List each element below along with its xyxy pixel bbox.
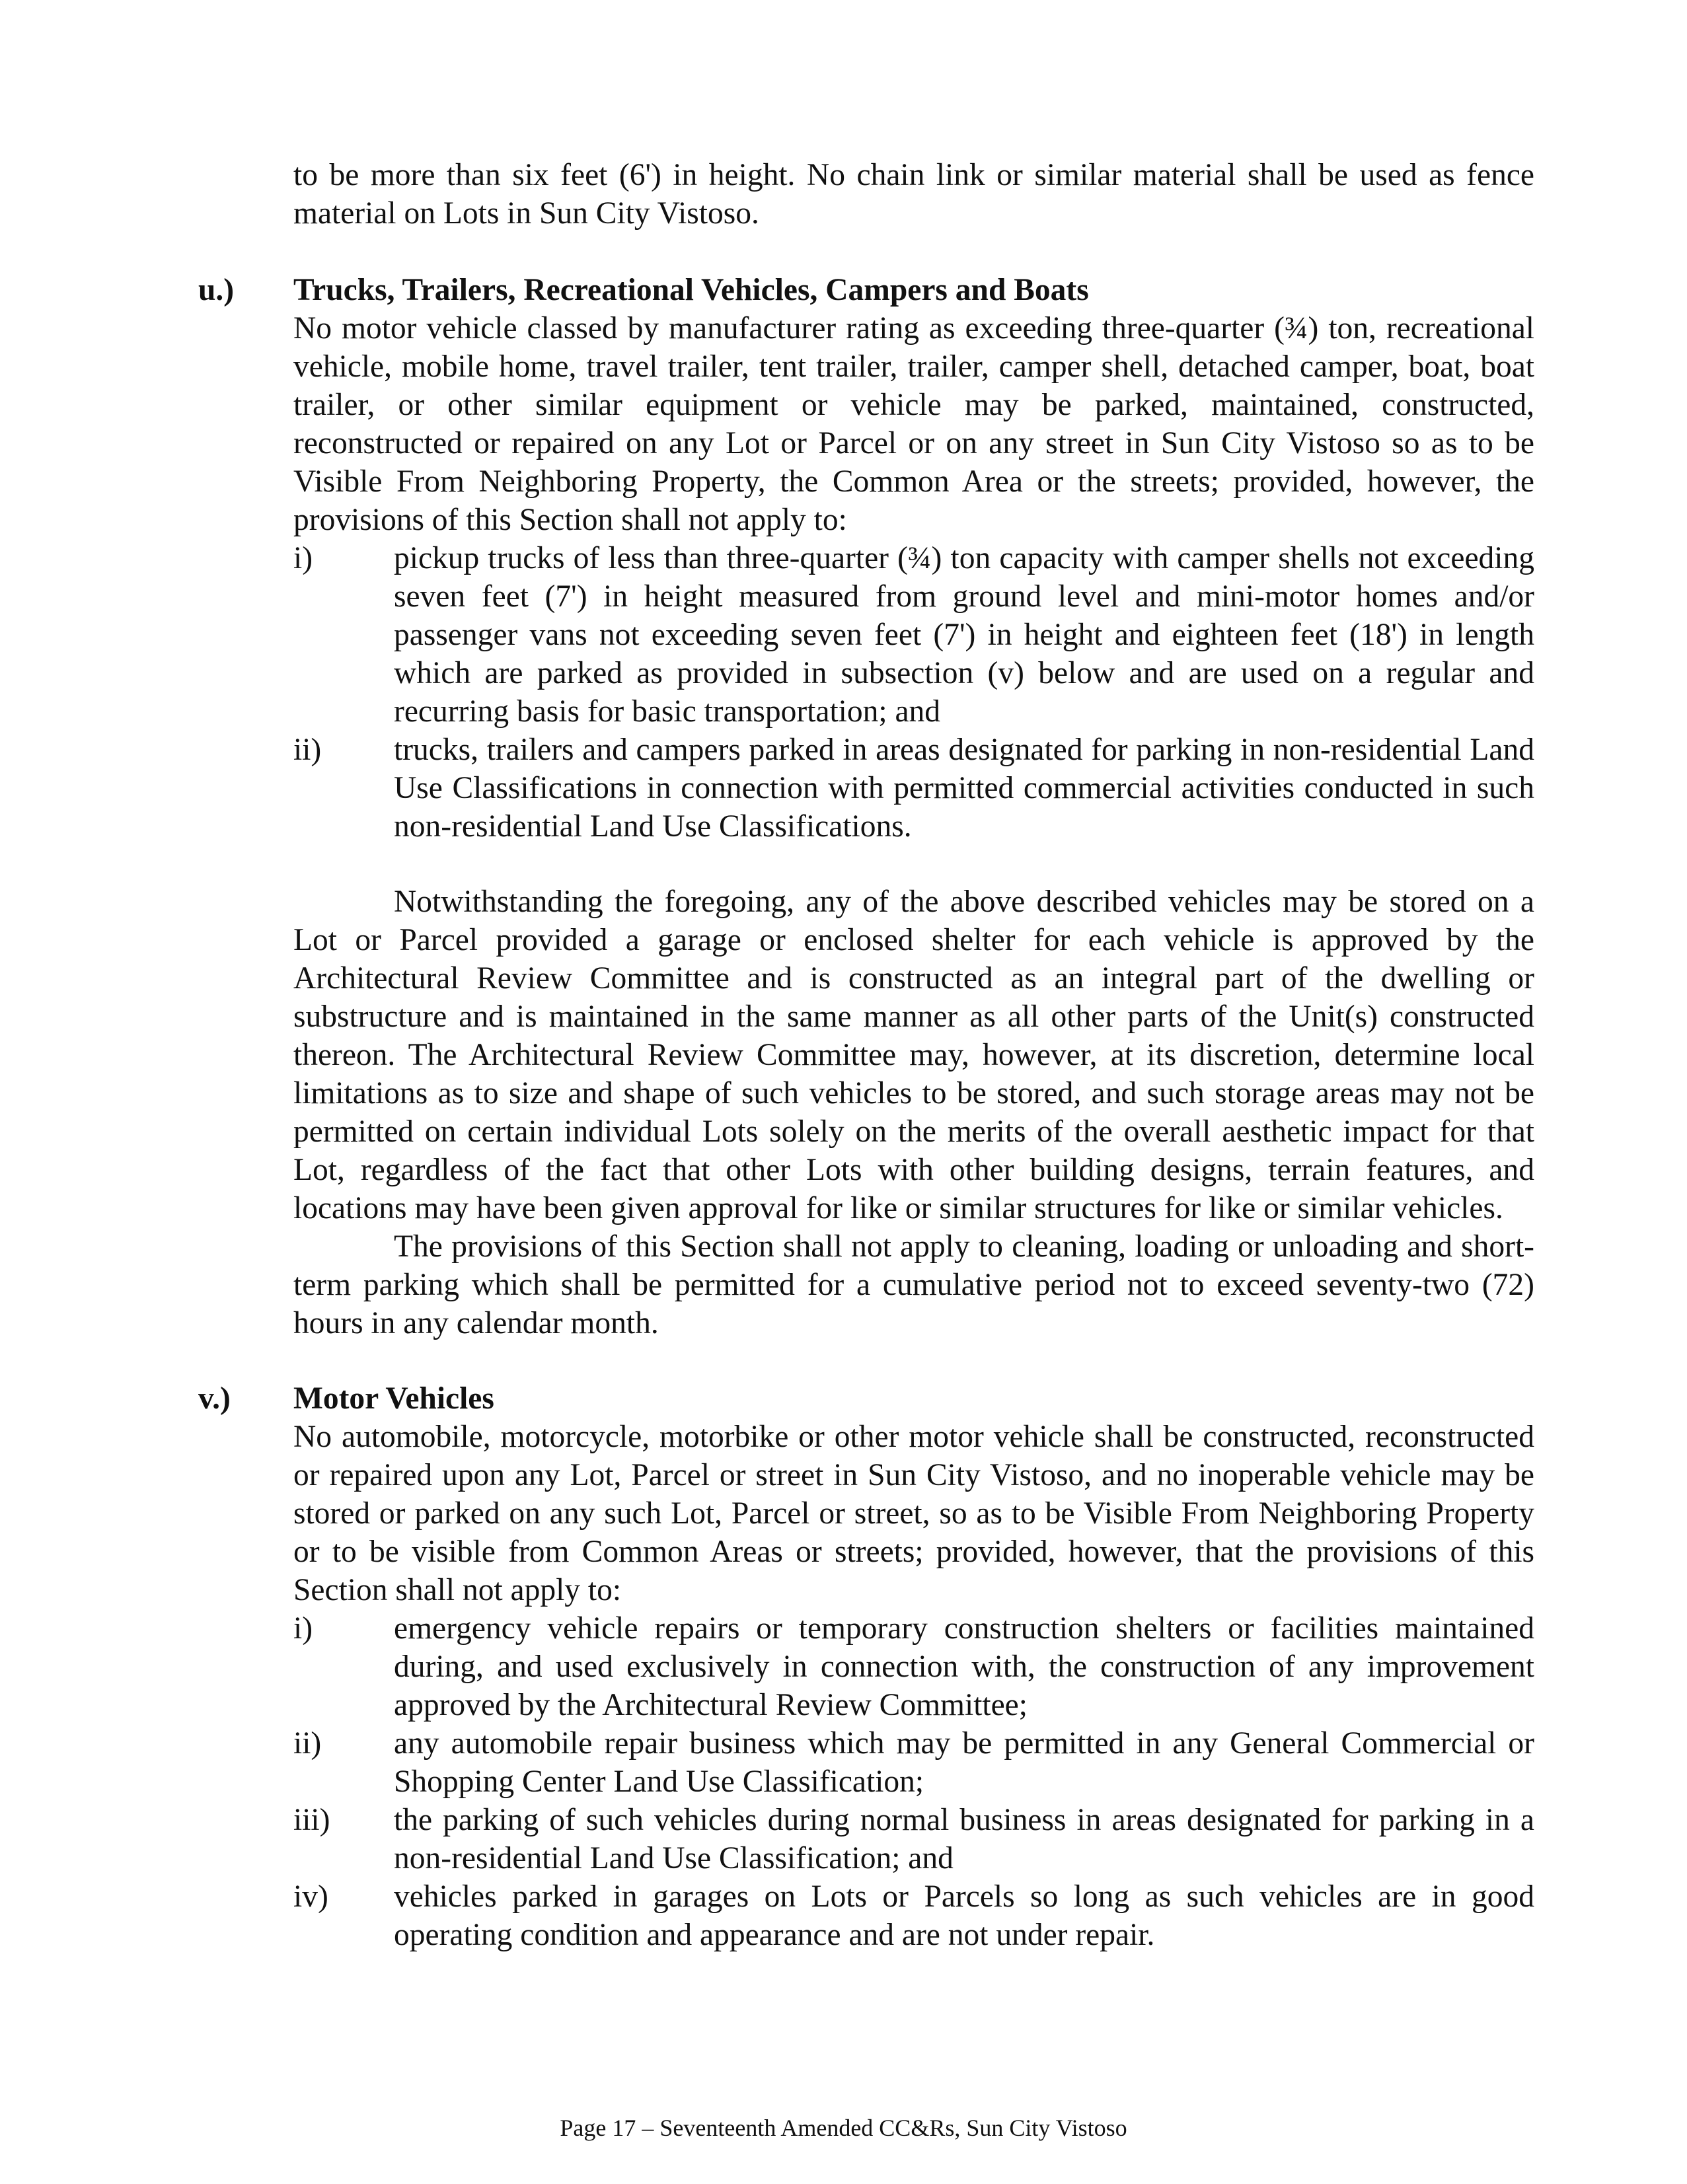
section-u-body	[293, 271, 1534, 1342]
list-marker: i)	[293, 541, 313, 575]
list-item-text: any automobile repair business which may be permitted in any General Commercial or Shopping Center Land Use Classification;	[394, 1726, 1534, 1799]
intro-paragraph: to be more than six feet (6') in height. No chain link or similar material shall be used as fence material on Lots in Sun City Vistoso.	[293, 158, 1534, 231]
list-item-text: the parking of such vehicles during normal business in areas designated for parking in a non-residential Land Use Classification; and	[394, 1803, 1534, 1875]
section-u-paragraph: No motor vehicle classed by manufacturer rating as exceeding three-quarter (¾) ton, recreational vehicle, mobile home, travel trailer, tent trailer, trailer, camper shell, detached camper, boat, boat trailer, or other similar equipment or vehicle may be parked, maintained, constructed, reconstructed or repaired on any Lot or Parcel or on any street in Sun City Vistoso so as to be Visible From Neighboring Property, the Common Area or the streets; provided, however, the provisions of this Section shall not apply to:	[293, 311, 1534, 537]
section-v-paragraph: No automobile, motorcycle, motorbike or other motor vehicle shall be constructed, reconstructed or repaired upon any Lot, Parcel or street in Sun City Vistoso, and no inoperable vehicle may be stored or parked on any such Lot, Parcel or street, so as to be Visible From Neighboring Property or to be visible from Common Areas or streets; provided, however, that the provisions of this Section shall not apply to:	[293, 1420, 1534, 1607]
list-item	[293, 1877, 1534, 1954]
page-footer: Page 17 – Seventeenth Amended CC&Rs, Sun City Vistoso	[560, 2115, 1127, 2141]
list-item-text: pickup trucks of less than three-quarter (¾) ton capacity with camper shells not exceeding seven feet (7') in height measured from ground level and mini-motor homes and/or passenger vans not exceeding seven feet (7') in height and eighteen feet (18') in length which are parked as provided in subsection (v) below and are used on a regular and recurring basis for basic transportation; and	[394, 541, 1534, 729]
list-item	[293, 1801, 1534, 1877]
list-item-text: emergency vehicle repairs or temporary construction shelters or facilities maintained during, and used exclusively in connection with, the construction of any improvement approved by the Architectural Review Committee;	[394, 1611, 1534, 1722]
list-marker: ii)	[293, 1726, 322, 1761]
section-u-list	[293, 539, 1534, 846]
list-item	[293, 731, 1534, 846]
notwithstanding-paragraph: Notwithstanding the foregoing, any of the above described vehicles may be stored on a Lot or Parcel provided a garage or enclosed shelter for each vehicle is approved by the Architectural Review Committee and is constructed as an integral part of the dwelling or substructure and is maintained in the same manner as all other parts of the Unit(s) constructed thereon. The Architectural Review Committee may, however, at its discretion, determine local limitations as to size and shape of such vehicles to be stored, and such storage areas may not be permitted on certain individual Lots solely on the merits of the overall aesthetic impact for that Lot, regardless of the fact that other Lots with other building designs, terrain features, and locations may have been given approval for like or similar structures for like or similar vehicles.	[293, 885, 1534, 1225]
list-marker: iii)	[293, 1803, 330, 1837]
list-item	[293, 1724, 1534, 1801]
list-item	[293, 539, 1534, 731]
list-item-text: trucks, trailers and campers parked in areas designated for parking in non-residential Land Use Classifications in connection with permitted commercial activities conducted in such non-residential Land Use Classifications.	[394, 733, 1534, 844]
list-item	[293, 1609, 1534, 1724]
list-marker: iv)	[293, 1879, 328, 1914]
section-u-title: Trucks, Trailers, Recreational Vehicles, Campers and Boats	[293, 273, 1089, 307]
section-v-body	[293, 1379, 1534, 1954]
provisions-paragraph: The provisions of this Section shall not apply to cleaning, loading or unloading and short-term parking which shall be permitted for a cumulative period not to exceed seventy-two (72) hours in any calendar month.	[293, 1229, 1534, 1340]
section-u-label: u.)	[198, 273, 235, 307]
list-marker: i)	[293, 1611, 313, 1646]
list-item-text: vehicles parked in garages on Lots or Parcels so long as such vehicles are in good operating condition and appearance and are not under repair.	[394, 1879, 1534, 1952]
section-v-list	[293, 1609, 1534, 1954]
list-marker: ii)	[293, 733, 322, 767]
section-v-label: v.)	[198, 1381, 231, 1416]
section-v-title: Motor Vehicles	[293, 1381, 494, 1416]
